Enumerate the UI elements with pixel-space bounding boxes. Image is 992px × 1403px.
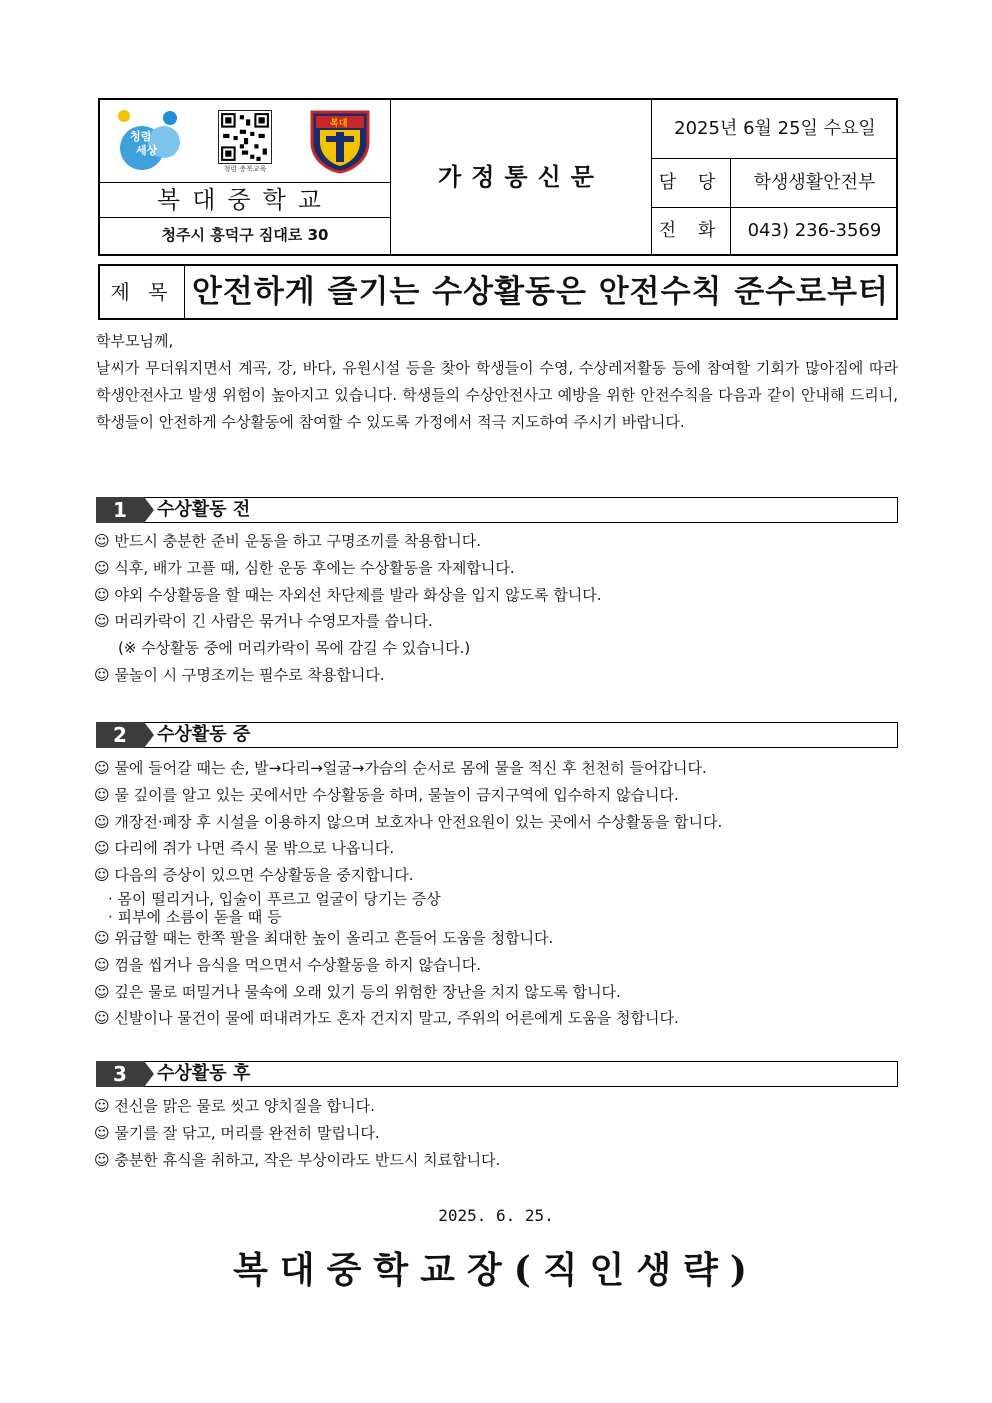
list-subitem: · 몸이 떨리거나, 입술이 푸르고 얼굴이 당기는 증상 (108, 889, 441, 908)
footer-date: 2025. 6. 25. (438, 1206, 554, 1225)
school-emblem-icon (308, 108, 372, 174)
qr-caption: 청렴 충북교육 (223, 165, 267, 173)
department-label: 담 당 (652, 159, 731, 207)
list-item: ☺ 껌을 씹거나 음식을 먹으면서 수상활동을 하지 않습니다. (94, 955, 482, 974)
list-note: (※ 수상활동 중에 머리카락이 목에 감길 수 있습니다.) (118, 639, 471, 658)
list-item: ☺ 충분한 휴식을 취하고, 작은 부상이라도 반드시 치료합니다. (94, 1150, 501, 1169)
section-3-header (96, 1061, 898, 1087)
list-item: ☺ 물에 들어갈 때는 손, 발→다리→얼굴→가슴의 순서로 몸에 물을 적신 후 천천히 들어갑니다. (94, 759, 707, 777)
info-block (652, 100, 898, 254)
list-item: ☺ 물기를 잘 닦고, 머리를 완전히 말립니다. (94, 1123, 380, 1142)
subject-label: 제 목 (100, 266, 185, 318)
section-title: 수상활동 중 (157, 724, 251, 745)
document-type: 가정통신문 (391, 100, 652, 254)
qr-code-icon[interactable] (218, 110, 272, 164)
department-value: 학생생활안전부 (753, 172, 876, 193)
school-address: 청주시 흥덕구 짐대로 30 (161, 226, 329, 244)
subject-row (98, 264, 898, 320)
list-item: ☺ 위급할 때는 한쪽 팔을 최대한 높이 올리고 흔들어 도움을 청합니다. (94, 928, 554, 947)
phone-row (652, 208, 898, 254)
list-item: ☺ 물 깊이를 알고 있는 곳에서만 수상활동을 하며, 물놀이 금지구역에 입수하지 않습니다. (94, 785, 679, 804)
section-number: 3 (96, 1061, 144, 1087)
principal-signature: 복대중학교장(직인생략) (233, 1249, 759, 1291)
list-item: ☺ 물놀이 시 구명조끼는 필수로 착용합니다. (94, 665, 385, 684)
header-table (98, 98, 898, 256)
list-item: ☺ 다리에 쥐가 나면 즉시 물 밖으로 나옵니다. (94, 839, 395, 858)
section-title: 수상활동 전 (157, 499, 251, 520)
section-2-list (94, 755, 904, 1032)
phone-label: 전 화 (652, 208, 731, 254)
section-arrow-icon (144, 1061, 154, 1087)
section-number: 2 (96, 722, 144, 748)
section-arrow-icon (144, 497, 154, 523)
school-block (100, 100, 391, 254)
greeting: 학부모님께, (96, 332, 174, 350)
svg-text:청렴: 청렴 (130, 130, 152, 143)
section-1-list (94, 528, 904, 689)
list-item: ☺ 머리카락이 긴 사람은 묶거나 수영모자를 씁니다. (94, 612, 433, 631)
section-3-list (94, 1093, 904, 1173)
list-item: ☺ 야외 수상활동을 할 때는 자외선 차단제를 발라 화상을 입지 않도록 합니다. (94, 585, 602, 604)
section-arrow-icon (144, 722, 154, 748)
list-item: ☺ 개장전·폐장 후 시설을 이용하지 않으며 보호자나 안전요원이 있는 곳에서 수상활동을 합니다. (94, 812, 723, 831)
list-subitem: · 피부에 소름이 돋을 때 등 (108, 907, 282, 926)
intro-paragraph: 날씨가 무더워지면서 계곡, 강, 바다, 유원시설 등을 찾아 학생들이 수영, 수상레저활동 등에 참여할 기회가 많아짐에 따라 학생안전사고 발생 위험이 높아지고 있습니다. 학생들의 수상안전사고 예방을 위한 안전수칙을 다음과 같이 안내해 드리니, 학생들이 안전하게 수상활동에 참여할 수 있도록 가정에서 적극 지도하여 주시기 바랍니다. (96, 359, 898, 431)
section-number: 1 (96, 497, 144, 523)
integrity-logo-icon (114, 108, 184, 170)
section-1-header (96, 497, 898, 523)
intro-text (96, 328, 898, 436)
section-title: 수상활동 후 (157, 1063, 251, 1084)
list-item: ☺ 깊은 물로 떠밀거나 물속에 오래 있기 등의 위험한 장난을 치지 않도록 합니다. (94, 982, 621, 1001)
list-item: ☺ 식후, 배가 고플 때, 심한 운동 후에는 수상활동을 자제합니다. (94, 558, 515, 577)
issue-date: 2025년 6월 25일 수요일 (652, 100, 898, 159)
svg-text:세상: 세상 (136, 144, 158, 157)
department-row (652, 159, 898, 208)
list-item: ☺ 전신을 맑은 물로 씻고 양치질을 합니다. (94, 1097, 375, 1115)
list-item: ☺ 다음의 증상이 있으면 수상활동을 중지합니다. (94, 866, 414, 885)
subject-title: 안전하게 즐기는 수상활동은 안전수칙 준수로부터 (191, 274, 890, 310)
phone-value[interactable]: 043) 236-3569 (747, 220, 882, 241)
svg-text:복대: 복대 (330, 119, 348, 129)
logo-area (100, 100, 390, 182)
list-item: ☺ 신발이나 물건이 물에 떠내려가도 혼자 건지지 말고, 주위의 어른에게 도움을 청합니다. (94, 1009, 679, 1028)
list-item: ☺ 반드시 충분한 준비 운동을 하고 구명조끼를 착용합니다. (94, 532, 482, 550)
school-name: 복대중학교 (100, 182, 390, 218)
section-2-header (96, 722, 898, 748)
